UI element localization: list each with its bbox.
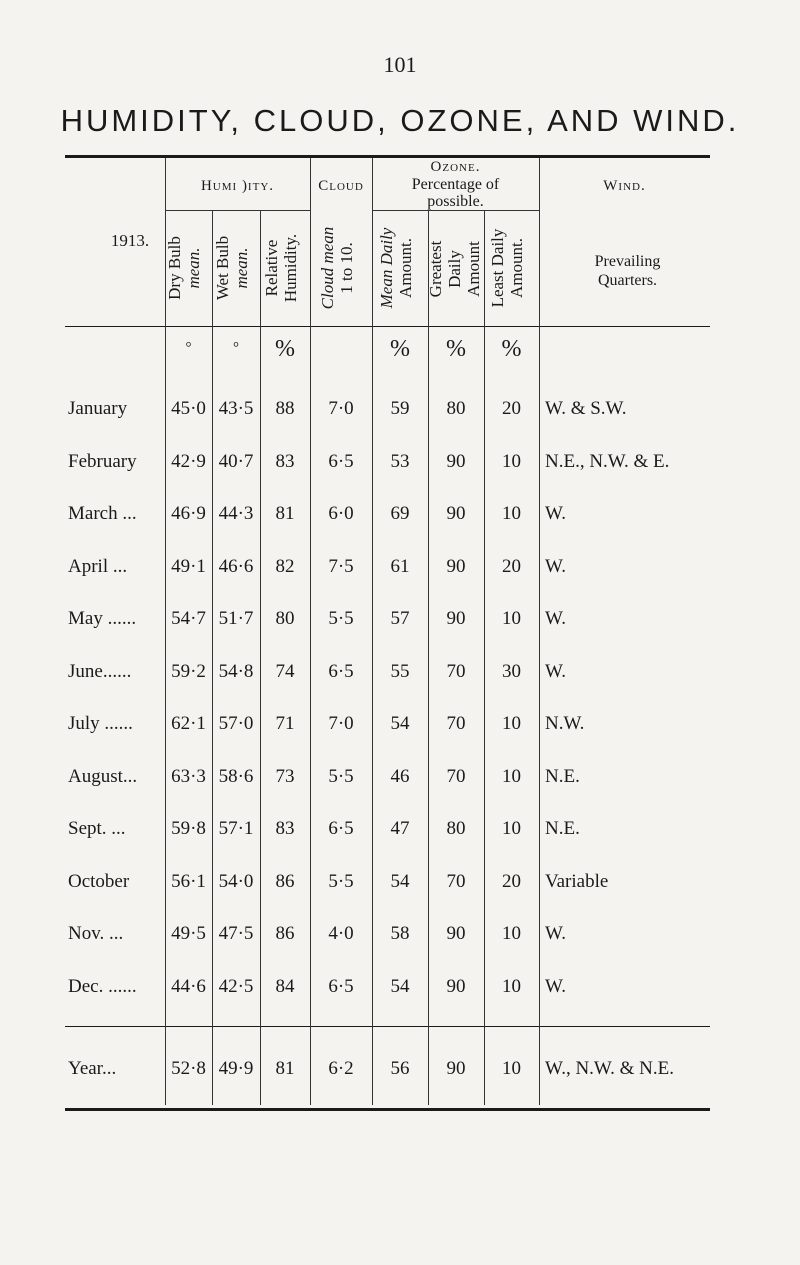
table-row-4-mean: 61 (390, 555, 410, 577)
subheader-dry-bulb (165, 213, 211, 323)
subheader-mean-daily (377, 213, 423, 323)
bottom-rule (65, 1108, 710, 1111)
table-row-5-wind: W. (545, 608, 566, 629)
table-row-10-rel: 86 (275, 870, 295, 892)
table-row-9-cloud: 6·5 (328, 818, 354, 839)
table-row-5-least: 10 (502, 608, 521, 629)
table-row-3-rel: 81 (275, 503, 295, 524)
table-row-8-rel: 73 (275, 765, 295, 787)
table-row-11-rel: 86 (275, 923, 295, 944)
header-ozone (372, 159, 539, 210)
table-row-5-wet: 51·7 (218, 608, 254, 629)
table-row-9-rel: 83 (275, 818, 295, 839)
subheader-greatest-a: Greatest (426, 240, 445, 298)
table-row-1-dry: 45·0 (171, 398, 206, 419)
unit-wet: ° (233, 340, 239, 356)
subheader-wet-bulb-b: mean. (232, 247, 251, 289)
header-cloud: Cloud (318, 178, 364, 194)
table-row-1-rel: 88 (275, 398, 295, 419)
table-row-10-dry: 56·1 (171, 870, 206, 892)
table-row-5-month: May ...... (68, 608, 137, 629)
table-row-6-greatest: 70 (446, 660, 466, 682)
col-line-5 (372, 158, 373, 1105)
subheader-wet-bulb (213, 213, 259, 323)
header-ozone-line1: Ozone. (430, 159, 481, 175)
col-line-4 (310, 158, 311, 1105)
table-row-2-wet: 40·7 (218, 450, 254, 472)
table-row-10-cloud: 5·5 (328, 870, 354, 892)
table-row-5-dry: 54·7 (171, 608, 206, 629)
table-row-12-mean: 54 (390, 975, 410, 997)
table-row-4-wind: W. (545, 555, 566, 577)
table-row-2-dry: 42·9 (171, 450, 206, 472)
table-row-4-rel: 82 (275, 555, 295, 577)
table-row-6-dry: 59·2 (171, 660, 206, 682)
subheader-greatest-c: Amount (464, 241, 483, 297)
table-row-9-wet: 57·1 (218, 818, 254, 839)
subheader-least-b: Amount. (507, 238, 526, 298)
table-row-8-greatest: 70 (446, 765, 466, 787)
table-row-7-greatest: 70 (446, 713, 466, 734)
table-row-11-wind: W. (545, 923, 566, 944)
table-row-6-month: June...... (68, 660, 132, 682)
subheader-prevailing-b: Quarters. (597, 272, 658, 289)
subheader-least-a: Least Daily (488, 228, 507, 308)
table-row-4-greatest: 90 (446, 555, 466, 577)
unit-mean-daily: % (390, 336, 410, 362)
table-row-9-least: 10 (502, 818, 521, 839)
table-row-year-rel: 81 (275, 1058, 295, 1079)
header-rule (65, 326, 710, 327)
table-row-7-cloud: 7·0 (328, 713, 354, 734)
table-row-12-dry: 44·6 (171, 975, 206, 997)
table-row-8-cloud: 5·5 (328, 765, 354, 787)
table-row-1-cloud: 7·0 (328, 398, 354, 419)
col-line-8 (539, 158, 540, 1105)
table-row-10-mean: 54 (390, 870, 410, 892)
table-row-4-least: 20 (502, 555, 521, 577)
table-row-4-wet: 46·6 (218, 555, 254, 577)
subheader-cloud-a: Cloud mean (318, 226, 337, 310)
table-row-2-least: 10 (502, 450, 521, 472)
table-row-9-mean: 47 (390, 818, 410, 839)
subheader-dry-bulb-b: mean. (184, 247, 203, 289)
table-row-8-least: 10 (502, 765, 521, 787)
table-row-10-greatest: 70 (446, 870, 466, 892)
table-row-2-rel: 83 (275, 450, 295, 472)
table-row-8-wind: N.E. (545, 765, 580, 787)
table-row-11-cloud: 4·0 (328, 923, 354, 944)
table-row-year-cloud: 6·2 (328, 1058, 354, 1079)
table-row-6-mean: 55 (390, 660, 410, 682)
table-row-4-cloud: 7·5 (328, 555, 354, 577)
table-row-year-wind: W., N.W. & N.E. (545, 1058, 674, 1079)
table-row-7-mean: 54 (390, 713, 410, 734)
table-row-1-month: January (68, 398, 128, 419)
table-row-year-wet: 49·9 (218, 1058, 254, 1079)
table-row-5-rel: 80 (275, 608, 295, 629)
subheader-wet-bulb-a: Wet Bulb (213, 235, 232, 301)
table-row-7-wet: 57·0 (218, 713, 254, 734)
table-row-1-wet: 43·5 (218, 398, 254, 419)
table-row-10-least: 20 (502, 870, 521, 892)
table-row-year-dry: 52·8 (171, 1058, 206, 1079)
table-row-5-greatest: 90 (446, 608, 466, 629)
table-row-10-month: October (68, 870, 130, 892)
subheader-cloud-b: 1 to 10. (337, 242, 356, 294)
table-row-2-wind: N.E., N.W. & E. (545, 450, 670, 472)
table-row-4-dry: 49·1 (171, 555, 206, 577)
subheader-prevailing (545, 252, 710, 290)
table-row-year-mean: 56 (390, 1058, 410, 1079)
table-row-10-wet: 54·0 (218, 870, 254, 892)
table-row-year-greatest: 90 (446, 1058, 466, 1079)
header-ozone-line2: Percentage of (411, 176, 500, 193)
subheader-mean-daily-a: Mean Daily (377, 227, 396, 309)
table-row-12-month: Dec. ...... (68, 975, 137, 997)
table-row-5-mean: 57 (390, 608, 410, 629)
table-row-10-wind: Variable (545, 870, 609, 892)
table-row-8-mean: 46 (390, 765, 410, 787)
table-row-2-month: February (68, 450, 137, 472)
subheader-relative-b: Humidity. (281, 233, 300, 303)
subheader-relative (262, 213, 308, 323)
table-row-12-least: 10 (502, 975, 521, 997)
top-rule (65, 155, 710, 158)
group-underline-humidity (165, 210, 310, 211)
header-ozone-line3: possible. (427, 193, 484, 210)
table-row-7-month: July ...... (68, 713, 133, 734)
table-row-year-least: 10 (502, 1058, 521, 1079)
page-number: 101 (383, 52, 417, 77)
table-row-11-wet: 47·5 (218, 923, 254, 944)
table-row-7-rel: 71 (275, 713, 295, 734)
subheader-cloud (318, 213, 364, 323)
table-row-2-cloud: 6·5 (328, 450, 354, 472)
table-row-6-wet: 54·8 (218, 660, 254, 682)
table-row-3-cloud: 6·0 (328, 503, 354, 524)
table-row-6-least: 30 (502, 660, 521, 682)
table-row-1-least: 20 (502, 398, 521, 419)
table-row-1-mean: 59 (390, 398, 410, 419)
table-row-2-mean: 53 (390, 450, 410, 472)
table-row-11-dry: 49·5 (171, 923, 206, 944)
table-row-12-wet: 42·5 (218, 975, 254, 997)
table-row-12-cloud: 6·5 (328, 975, 354, 997)
table-row-8-wet: 58·6 (218, 765, 254, 787)
subheader-least (488, 213, 534, 323)
table-row-5-cloud: 5·5 (328, 608, 354, 629)
table-row-12-greatest: 90 (446, 975, 466, 997)
table-row-9-wind: N.E. (545, 818, 580, 839)
table-row-3-greatest: 90 (446, 503, 466, 524)
subheader-relative-a: Relative (262, 239, 281, 297)
table-row-11-mean: 58 (390, 923, 410, 944)
header-humidity: Humi )ity. (200, 178, 275, 194)
table-row-9-dry: 59·8 (171, 818, 206, 839)
page-title: HUMIDITY, CLOUD, OZONE, AND WIND. (60, 103, 740, 138)
table-row-1-greatest: 80 (446, 398, 466, 419)
total-separator (65, 1026, 710, 1027)
table-row-12-wind: W. (545, 975, 566, 997)
table-row-11-least: 10 (502, 923, 521, 944)
table-row-8-month: August... (68, 765, 138, 787)
table-row-6-cloud: 6·5 (328, 660, 354, 682)
subheader-mean-daily-b: Amount. (396, 238, 415, 298)
table-row-6-wind: W. (545, 660, 566, 682)
table-row-3-month: March ... (68, 503, 137, 524)
unit-least: % (501, 336, 522, 362)
table-row-3-wind: W. (545, 503, 566, 524)
table-row-6-rel: 74 (275, 660, 295, 682)
unit-dry: ° (185, 340, 192, 356)
table-row-7-dry: 62·1 (171, 713, 206, 734)
subheader-prevailing-a: Prevailing (594, 253, 661, 270)
header-wind: Wind. (603, 178, 646, 194)
table-row-2-greatest: 90 (446, 450, 466, 472)
subheader-greatest-b: Daily (445, 250, 464, 288)
table-row-11-month: Nov. ... (68, 923, 124, 944)
table-row-7-least: 10 (502, 713, 521, 734)
unit-greatest: % (446, 336, 466, 362)
table-row-11-greatest: 90 (446, 923, 466, 944)
table-row-3-least: 10 (502, 503, 521, 524)
unit-relative: % (275, 336, 295, 362)
table-row-3-dry: 46·9 (171, 503, 206, 524)
table-row-7-wind: N.W. (545, 713, 585, 734)
table-row-1-wind: W. & S.W. (545, 398, 627, 419)
table-row-year-month: Year... (68, 1058, 117, 1079)
table-row-4-month: April ... (68, 555, 128, 577)
year-label: 1913. (110, 231, 150, 250)
table-row-9-month: Sept. ... (68, 818, 126, 839)
table-row-12-rel: 84 (275, 975, 295, 997)
table-row-3-wet: 44·3 (218, 503, 254, 524)
table-row-8-dry: 63·3 (171, 765, 206, 787)
table-row-3-mean: 69 (390, 503, 410, 524)
subheader-greatest (426, 209, 486, 329)
table-row-9-greatest: 80 (446, 818, 466, 839)
subheader-dry-bulb-a: Dry Bulb (165, 236, 184, 300)
